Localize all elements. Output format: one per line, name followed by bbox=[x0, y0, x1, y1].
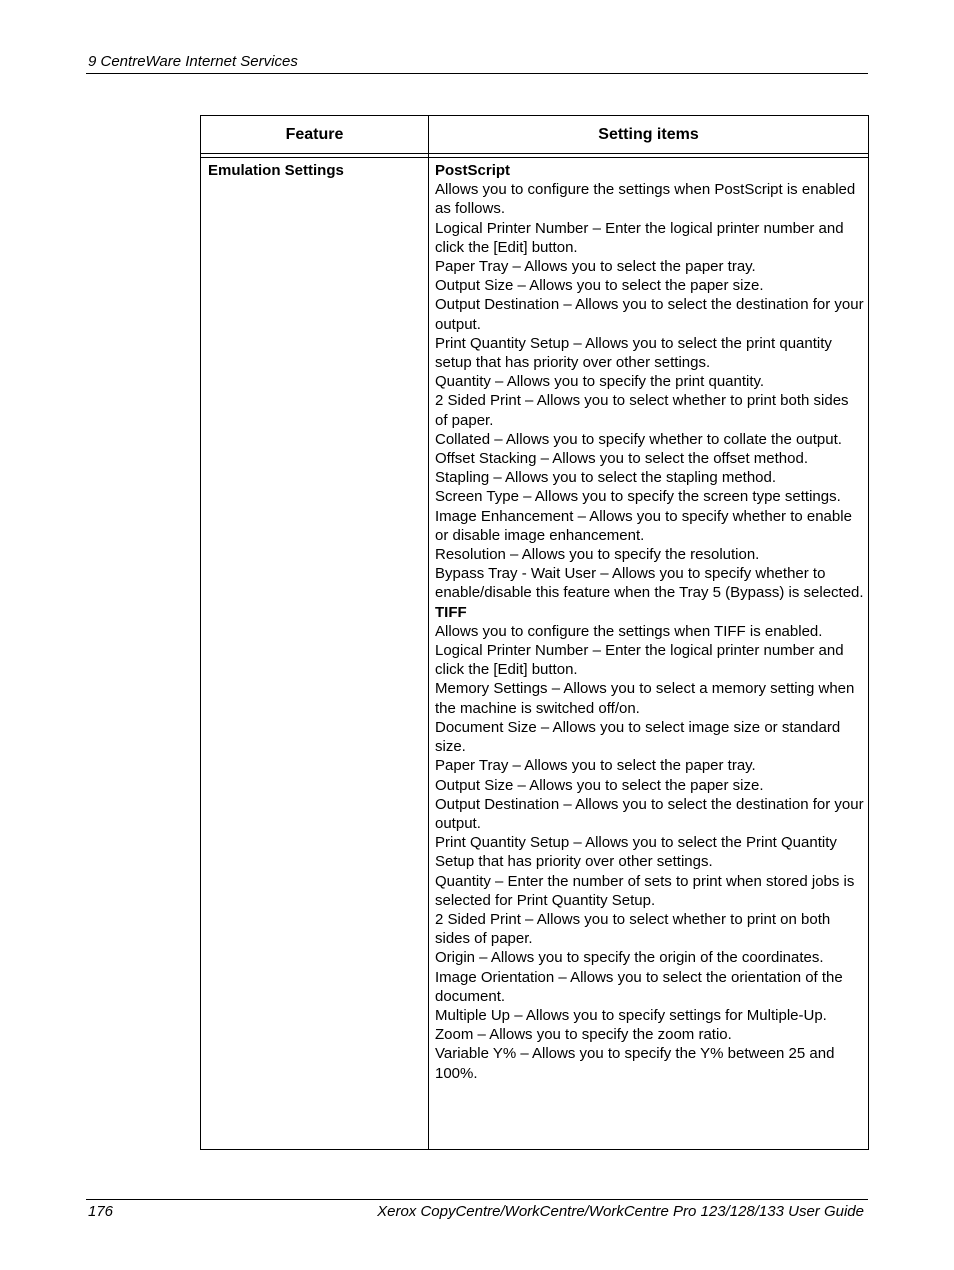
setting-item: Bypass Tray - Wait User – Allows you to specify whether to enable/disable this feature when the Tray 5 (Bypass) is selected. bbox=[435, 565, 864, 602]
section-title: TIFF bbox=[435, 603, 467, 621]
setting-item: Offset Stacking – Allows you to select the offset method. bbox=[435, 450, 808, 468]
setting-item: Image Enhancement – Allows you to specify whether to enable or disable image enhancement. bbox=[435, 507, 852, 544]
setting-item: Memory Settings – Allows you to select a memory setting when the machine is switched off/on. bbox=[435, 680, 855, 717]
setting-item: Output Size – Allows you to select the paper size. bbox=[435, 277, 764, 295]
setting-item: Image Orientation – Allows you to select the orientation of the document. bbox=[435, 968, 843, 1005]
setting-item: Logical Printer Number – Enter the logical printer number and click the [Edit] button. bbox=[435, 219, 844, 256]
setting-item: Zoom – Allows you to specify the zoom ratio. bbox=[435, 1026, 732, 1044]
setting-item: Quantity – Allows you to specify the print quantity. bbox=[435, 373, 765, 391]
setting-item: Quantity – Enter the number of sets to print when stored jobs is selected for Print Quantity Setup. bbox=[435, 872, 855, 909]
setting-item: Output Destination – Allows you to select the destination for your output. bbox=[435, 795, 864, 832]
setting-item: Paper Tray – Allows you to select the paper tray. bbox=[435, 757, 756, 775]
setting-item: Logical Printer Number – Enter the logical printer number and click the [Edit] button. bbox=[435, 642, 844, 679]
setting-item: Stapling – Allows you to select the stapling method. bbox=[435, 469, 777, 487]
setting-item: Resolution – Allows you to specify the resolution. bbox=[435, 546, 760, 564]
setting-item: 2 Sided Print – Allows you to select whether to print both sides of paper. bbox=[435, 392, 849, 429]
header-divider bbox=[201, 153, 868, 154]
setting-item: Variable Y% – Allows you to specify the Y% between 25 and 100%. bbox=[435, 1045, 835, 1082]
setting-item: Print Quantity Setup – Allows you to select the Print Quantity Setup that has priority over other settings. bbox=[435, 834, 837, 871]
setting-item: Collated – Allows you to specify whether to collate the output. bbox=[435, 430, 842, 448]
running-header: 9 CentreWare Internet Services bbox=[88, 53, 298, 70]
column-header-feature: Feature bbox=[285, 126, 344, 143]
setting-item: Multiple Up – Allows you to specify settings for Multiple-Up. bbox=[435, 1006, 827, 1024]
setting-item: 2 Sided Print – Allows you to select whether to print on both sides of paper. bbox=[435, 910, 831, 948]
page-number: 176 bbox=[88, 1203, 114, 1220]
header-divider-double bbox=[201, 157, 868, 158]
column-header-setting-items: Setting items bbox=[598, 126, 699, 143]
footer-rule bbox=[86, 1199, 868, 1200]
setting-item: Output Size – Allows you to select the paper size. bbox=[435, 776, 764, 794]
setting-item: Allows you to configure the settings when TIFF is enabled. bbox=[435, 622, 823, 640]
column-divider bbox=[428, 116, 429, 1149]
setting-item: Paper Tray – Allows you to select the paper tray. bbox=[435, 258, 756, 276]
header-rule bbox=[86, 73, 868, 74]
feature-cell: Emulation Settings bbox=[208, 162, 344, 179]
setting-item: Allows you to configure the settings when PostScript is enabled as follows. bbox=[435, 181, 856, 218]
setting-items-cell bbox=[435, 161, 865, 1083]
setting-item: Output Destination – Allows you to select the destination for your output. bbox=[435, 296, 864, 333]
section-title: PostScript bbox=[435, 162, 511, 179]
setting-item: Print Quantity Setup – Allows you to select the print quantity setup that has priority over other settings. bbox=[435, 334, 832, 372]
setting-item: Origin – Allows you to specify the origin of the coordinates. bbox=[435, 949, 824, 967]
guide-title: Xerox CopyCentre/WorkCentre/WorkCentre Pro 123/128/133 User Guide bbox=[377, 1203, 864, 1220]
setting-item: Document Size – Allows you to select image size or standard size. bbox=[435, 718, 841, 756]
settings-table bbox=[200, 115, 869, 1150]
setting-item: Screen Type – Allows you to specify the screen type settings. bbox=[435, 488, 841, 506]
